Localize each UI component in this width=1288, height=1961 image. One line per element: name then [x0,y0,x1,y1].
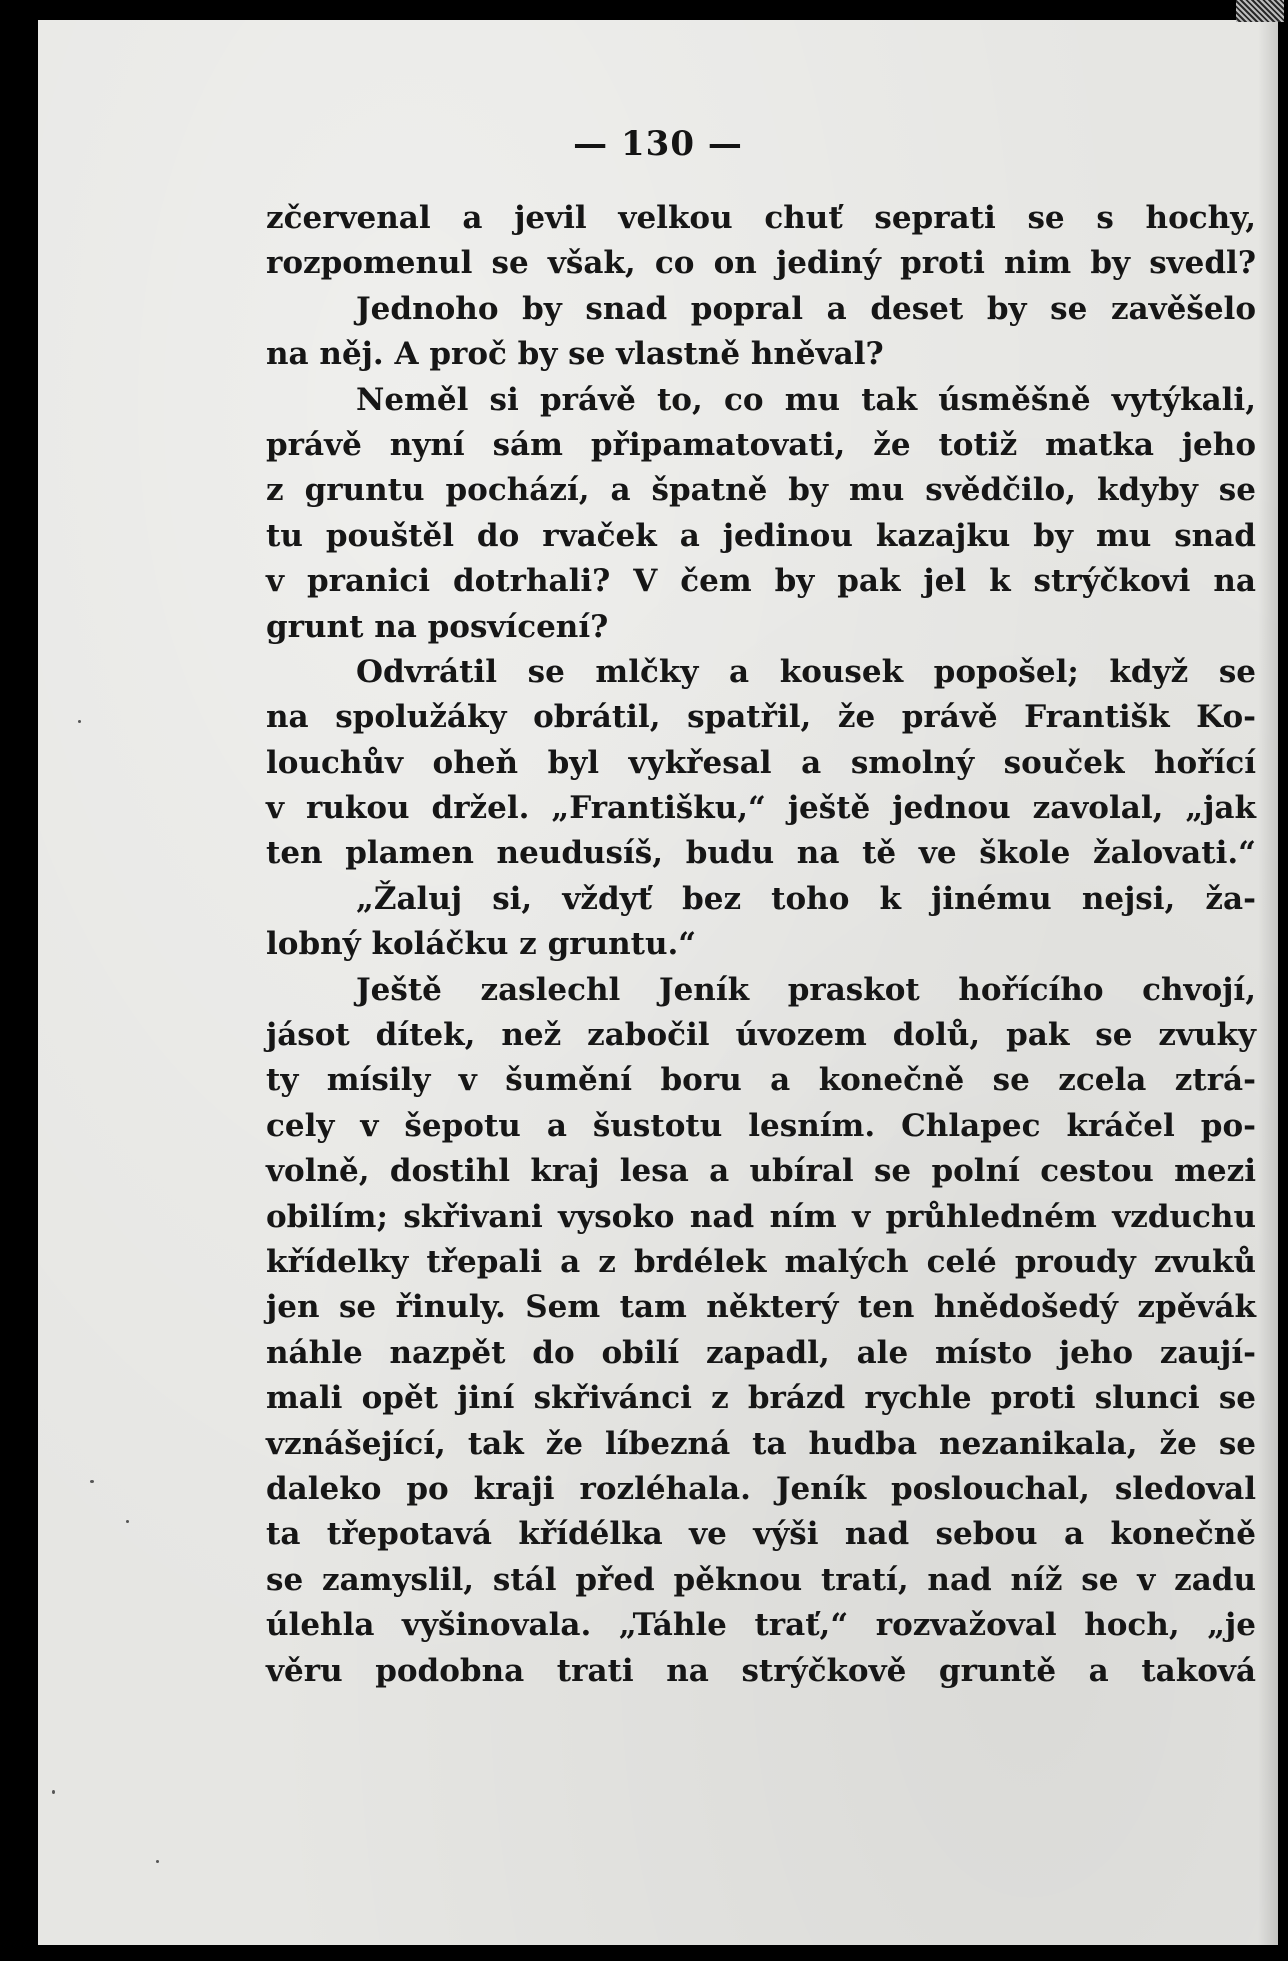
text-line: věru podobna trati na strýčkově gruntě a taková [266,1652,1256,1689]
page-edge-shadow [1258,20,1278,1945]
text-line: „Žaluj si, vždyť bez toho k jinému nejsi, ža- [356,880,1256,917]
text-line: právě nyní sám připamatovati, že totiž matka jeho [266,426,1256,463]
text-line: v pranici dotrhali? V čem by pak jel k strýčkovi na [266,563,1256,600]
scan-corner-artifact [1236,0,1284,22]
text-line: na spolužáky obrátil, spatřil, že právě Františk Ko- [266,699,1256,736]
text-line: úlehla vyšinovala. „Táhle trať,“ rozvažoval hoch, „je [266,1607,1256,1644]
text-line: obilím; skřivani vysoko nad ním v průhledném vzduchu [266,1198,1256,1235]
text-line: z gruntu pochází, a špatně by mu svědčilo, kdyby se [266,472,1256,509]
text-line: vznášející, tak že líbezná ta hudba nezanikala, že se [266,1425,1256,1462]
text-line: lobný koláčku z gruntu.“ [266,926,697,963]
text-line: louchův oheň byl vykřesal a smolný souček hořící [266,744,1256,781]
text-line: ty mísily v šumění boru a konečně se zcela ztrá- [266,1062,1256,1099]
ink-speck [52,1790,55,1794]
text-line: ta třepotavá křídélka ve výši nad sebou a konečně [266,1516,1256,1553]
text-line: tu pouštěl do rvaček a jedinou kazajku by mu snad [266,517,1256,554]
ink-speck [78,720,81,723]
ink-speck [126,1520,129,1523]
page-number: — 130 — [573,124,743,164]
text-line: rozpomenul se však, co on jediný proti nim by svedl? [266,245,1256,282]
text-line: v rukou držel. „Františku,“ ještě jednou zavolal, „jak [266,790,1256,827]
text-line: Jednoho by snad popral a deset by se zavěšelo [356,290,1256,327]
text-line: cely v šepotu a šustotu lesním. Chlapec kráčel po- [266,1107,1256,1144]
text-line: mali opět jiní skřivánci z brázd rychle proti slunci se [266,1380,1256,1417]
text-line: ten plamen neudusíš, budu na tě ve škole žalovati.“ [266,835,1256,872]
text-line: grunt na posvícení? [266,608,609,645]
text-line: jásot dítek, než zabočil úvozem dolů, pak se zvuky [266,1017,1256,1054]
text-line: Neměl si právě to, co mu tak úsměšně vytýkali, [356,381,1256,418]
text-line: volně, dostihl kraj lesa a ubíral se polní cestou mezi [266,1153,1256,1190]
text-line: náhle nazpět do obilí zapadl, ale místo jeho zaují- [266,1334,1256,1371]
text-line: jen se řinuly. Sem tam některý ten hnědošedý zpěvák [266,1289,1256,1326]
text-line: na něj. A proč by se vlastně hněval? [266,336,884,373]
text-line: Odvrátil se mlčky a kousek popošel; když se [356,653,1256,690]
ink-speck [90,1480,94,1483]
body-text [266,196,1256,1694]
text-line: daleko po kraji rozléhala. Jeník poslouchal, sledoval [266,1470,1256,1507]
ink-speck [156,1860,159,1863]
text-line: zčervenal a jevil velkou chuť seprati se s hochy, [266,200,1256,236]
text-line: Ještě zaslechl Jeník praskot hořícího chvojí, [356,971,1256,1008]
text-line: se zamyslil, stál před pěknou tratí, nad níž se v zadu [266,1561,1256,1598]
text-line: křídelky třepali a z brdélek malých celé proudy zvuků [266,1243,1256,1280]
